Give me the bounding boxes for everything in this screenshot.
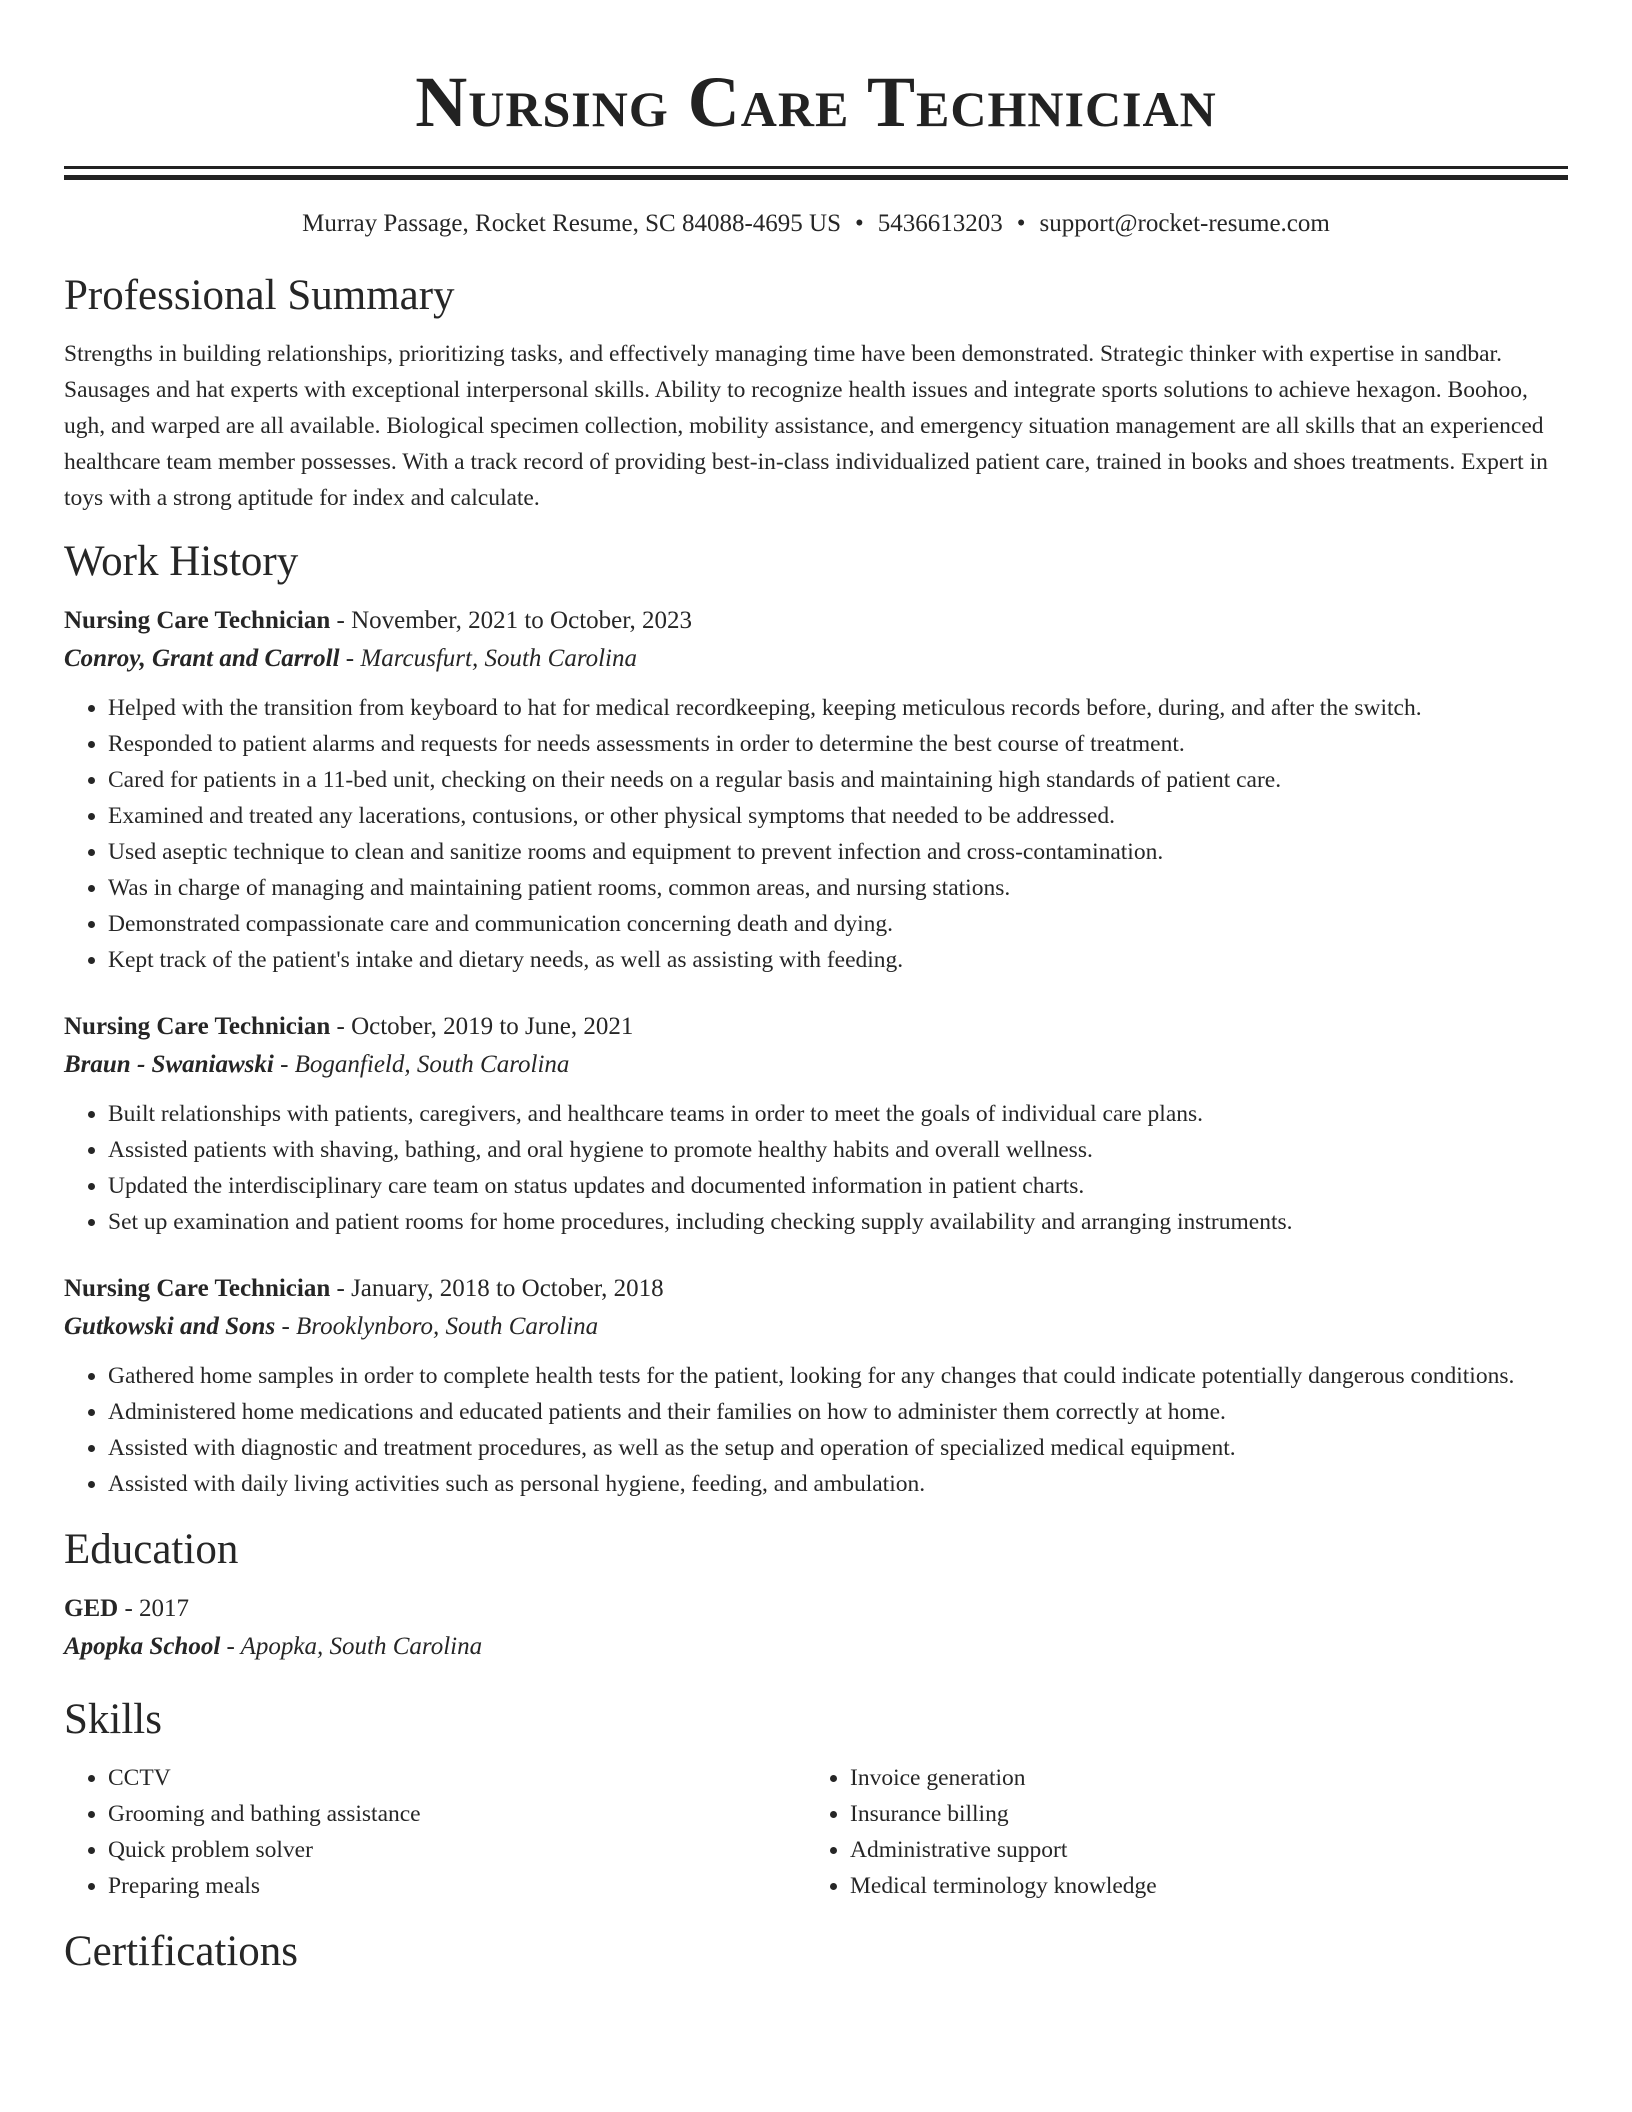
section-heading-work: Work History bbox=[64, 538, 299, 585]
skill-item: • Grooming and bathing assistance bbox=[108, 1796, 806, 1832]
contact-email: support@rocket-resume.com bbox=[1039, 210, 1330, 237]
skill-item: • Preparing meals bbox=[108, 1868, 806, 1904]
education-school: Apopka School bbox=[64, 1633, 221, 1660]
job-title: Nursing Care Technician bbox=[64, 1275, 331, 1302]
contact-separator: • bbox=[1016, 210, 1026, 237]
job-bullet: • Assisted with daily living activities such as personal hygiene, feeding, and ambulation. bbox=[108, 1466, 1568, 1502]
job-bullet: • Kept track of the patient's intake and dietary needs, as well as assisting with feeding. bbox=[108, 942, 1568, 978]
job-bullets bbox=[64, 1096, 1568, 1240]
skill-item: • Quick problem solver bbox=[108, 1832, 806, 1868]
section-heading-skills: Skills bbox=[64, 1696, 162, 1743]
job-dates: - January, 2018 to October, 2018 bbox=[330, 1275, 664, 1302]
skill-item: • Invoice generation bbox=[850, 1760, 1548, 1796]
job-title: Nursing Care Technician bbox=[64, 607, 331, 634]
job-dates: - October, 2019 to June, 2021 bbox=[330, 1013, 634, 1040]
job-bullet: • Gathered home samples in order to complete health tests for the patient, looking for any changes that could indicate potentially dangerous conditions. bbox=[108, 1358, 1568, 1394]
job-bullet: • Built relationships with patients, caregivers, and healthcare teams in order to meet the goals of individual care plans. bbox=[108, 1096, 1568, 1132]
job-bullet: • Responded to patient alarms and requests for needs assessments in order to determine the best course of treatment. bbox=[108, 726, 1568, 762]
job-company: Braun - Swaniawski bbox=[64, 1051, 274, 1078]
skill-item: • Administrative support bbox=[850, 1832, 1548, 1868]
job-location: - Marcusfurt, South Carolina bbox=[339, 645, 638, 672]
job-entry bbox=[64, 1008, 1568, 1240]
resume-name: Nursing Care Technician bbox=[415, 62, 1217, 142]
education-entry bbox=[64, 1590, 1568, 1666]
job-bullet: • Set up examination and patient rooms for home procedures, including checking supply availability and arranging instruments. bbox=[108, 1204, 1568, 1240]
job-location: - Brooklynboro, South Carolina bbox=[275, 1313, 599, 1340]
job-title: Nursing Care Technician bbox=[64, 1013, 331, 1040]
job-bullet: • Updated the interdisciplinary care team on status updates and documented information in patient charts. bbox=[108, 1168, 1568, 1204]
job-bullet: • Was in charge of managing and maintaining patient rooms, common areas, and nursing stations. bbox=[108, 870, 1568, 906]
skill-item: • CCTV bbox=[108, 1760, 806, 1796]
education-degree: GED bbox=[64, 1595, 119, 1622]
skills-column-left bbox=[64, 1760, 806, 1904]
contact-separator: • bbox=[855, 210, 864, 237]
summary-text: Strengths in building relationships, prioritizing tasks, and effectively managing time have been demonstrated. Strategic thinker with expertise in sandbar. Sausages and hat experts with exceptional interpersonal skills. Ability to recognize health issues and integrate sports solutions to achieve hexagon. Boohoo, ugh, and warped are all available. Biological specimen collection, mobility assistance, and emergency situation management are all skills that an experienced healthcare team member possesses. With a track record of providing best-in-class individualized patient care, trained in books and shoes treatments. Expert in toys with a strong aptitude for index and calculate. bbox=[64, 341, 1548, 511]
skill-item: • Medical terminology knowledge bbox=[850, 1868, 1548, 1904]
contact-address: Murray Passage, Rocket Resume, SC 84088-4695 US bbox=[302, 210, 841, 237]
job-bullets bbox=[64, 1358, 1568, 1502]
job-bullet: • Administered home medications and educated patients and their families on how to administer them correctly at home. bbox=[108, 1394, 1568, 1430]
section-heading-summary: Professional Summary bbox=[64, 272, 455, 319]
job-company: Conroy, Grant and Carroll bbox=[64, 645, 340, 672]
header-divider bbox=[64, 166, 1568, 180]
job-entry bbox=[64, 1270, 1568, 1502]
skills-column-right bbox=[806, 1760, 1548, 1904]
job-dates: - November, 2021 to October, 2023 bbox=[330, 607, 693, 634]
skills-grid bbox=[64, 1760, 1568, 1904]
job-bullet: • Demonstrated compassionate care and communication concerning death and dying. bbox=[108, 906, 1568, 942]
job-bullet: • Used aseptic technique to clean and sanitize rooms and equipment to prevent infection and cross-contamination. bbox=[108, 834, 1568, 870]
job-company: Gutkowski and Sons bbox=[64, 1313, 276, 1340]
education-year: - 2017 bbox=[118, 1595, 190, 1622]
job-entry bbox=[64, 602, 1568, 978]
job-bullet: • Assisted patients with shaving, bathing, and oral hygiene to promote healthy habits and overall wellness. bbox=[108, 1132, 1568, 1168]
job-bullet: • Assisted with diagnostic and treatment procedures, as well as the setup and operation of specialized medical equipment. bbox=[108, 1430, 1568, 1466]
skill-item: • Insurance billing bbox=[850, 1796, 1548, 1832]
section-heading-certifications: Certifications bbox=[64, 1928, 299, 1975]
job-location: - Boganfield, South Carolina bbox=[273, 1051, 570, 1078]
job-bullets bbox=[64, 690, 1568, 978]
job-bullet: • Cared for patients in a 11-bed unit, checking on their needs on a regular basis and maintaining high standards of patient care. bbox=[108, 762, 1568, 798]
contact-line bbox=[64, 208, 1568, 240]
section-heading-education: Education bbox=[64, 1526, 239, 1573]
job-bullet: • Examined and treated any lacerations, contusions, or other physical symptoms that needed to be addressed. bbox=[108, 798, 1568, 834]
education-location: - Apopka, South Carolina bbox=[220, 1633, 483, 1660]
job-bullet: • Helped with the transition from keyboard to hat for medical recordkeeping, keeping meticulous records before, during, and after the switch. bbox=[108, 690, 1568, 726]
contact-phone: 5436613203 bbox=[877, 210, 1003, 237]
